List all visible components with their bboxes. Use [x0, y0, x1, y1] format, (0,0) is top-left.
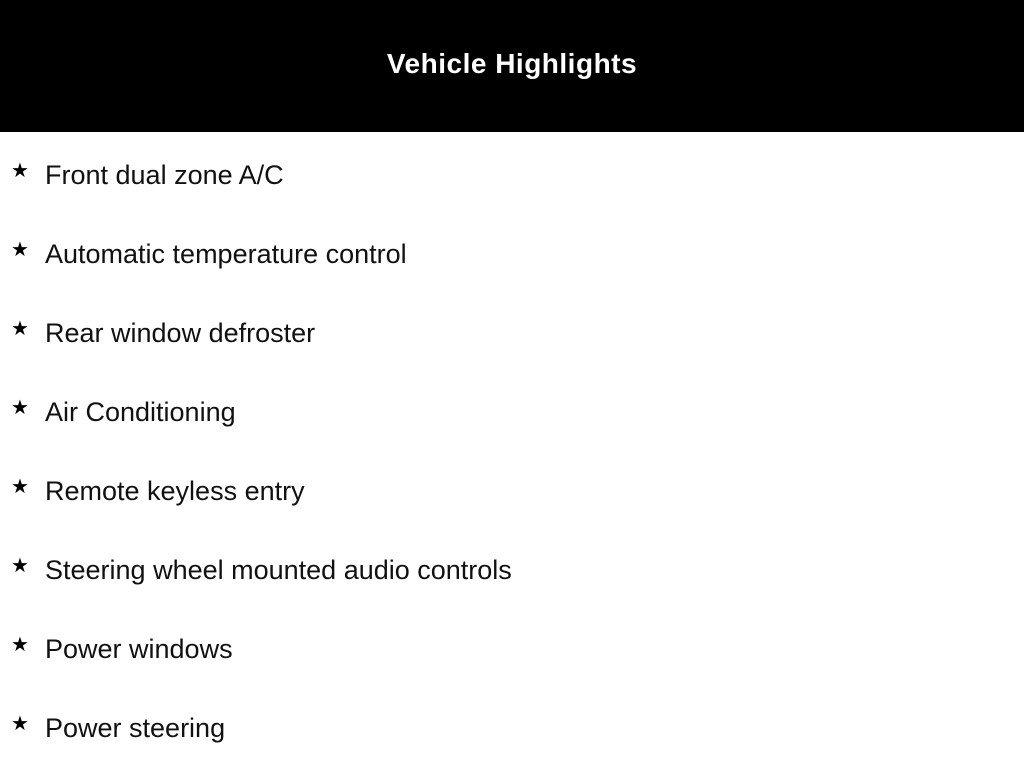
star-icon: ★ [11, 553, 29, 577]
star-icon: ★ [11, 632, 29, 656]
star-icon: ★ [11, 474, 29, 498]
list-item-label: Rear window defroster [45, 318, 316, 348]
star-icon: ★ [11, 711, 29, 735]
star-icon: ★ [11, 395, 29, 419]
star-icon: ★ [11, 237, 29, 261]
list-item-label: Automatic temperature control [45, 239, 407, 269]
list-item-label: Front dual zone A/C [45, 160, 284, 190]
list-item-label: Power steering [45, 713, 226, 743]
list-item-label: Power windows [45, 634, 233, 664]
star-icon: ★ [11, 316, 29, 340]
header-banner [0, 0, 1024, 132]
star-icon: ★ [11, 158, 29, 182]
list-item-label: Remote keyless entry [45, 476, 305, 506]
list-item-label: Steering wheel mounted audio controls [45, 555, 512, 585]
page-title: Vehicle Highlights [386, 48, 638, 79]
list-item-label: Air Conditioning [45, 397, 236, 427]
